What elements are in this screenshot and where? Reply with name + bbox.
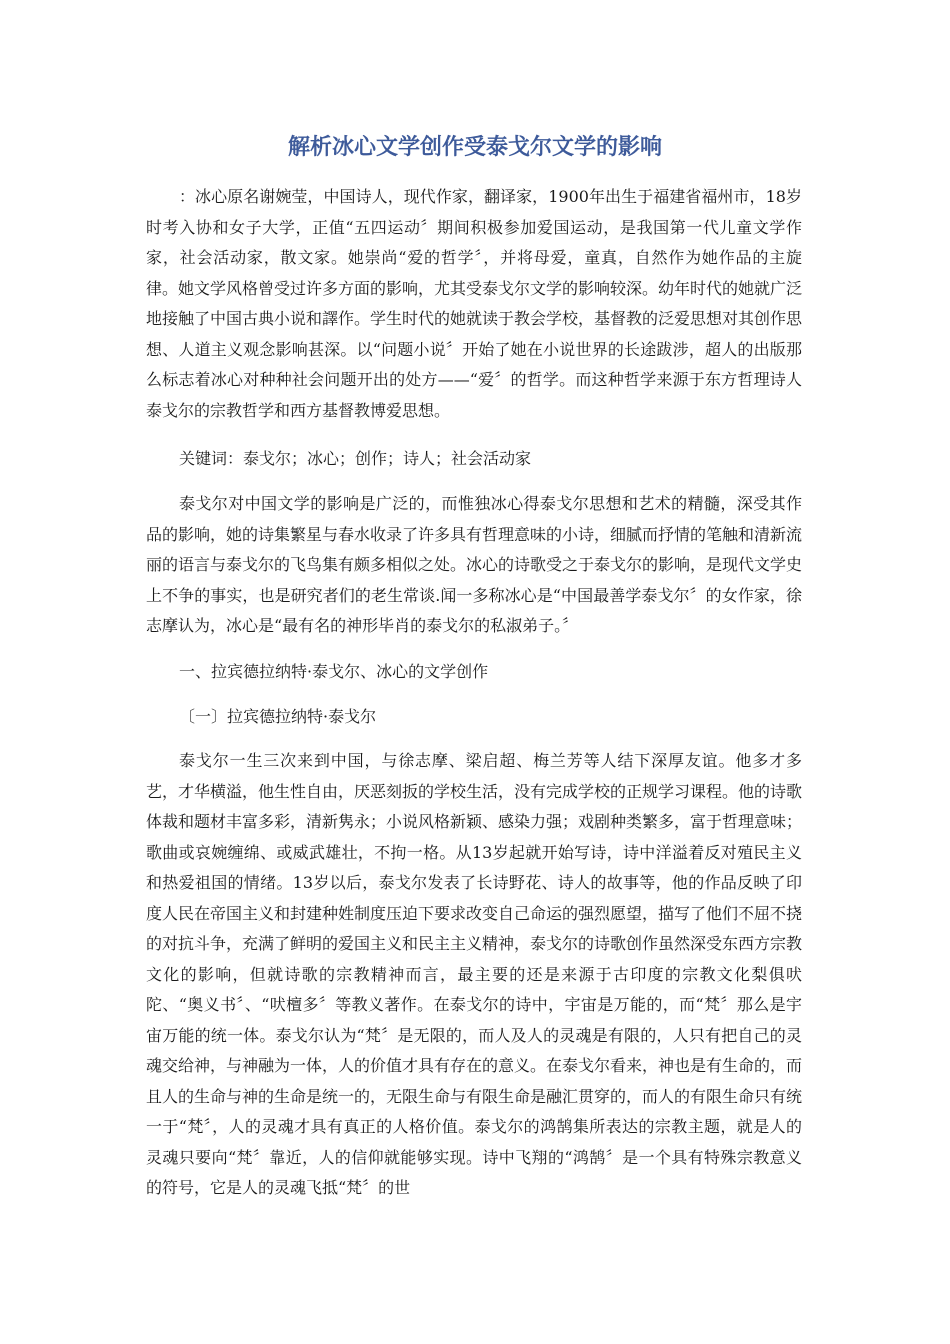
article-title: 解析冰心文学创作受泰戈尔文学的影响 (287, 135, 662, 160)
intro-block (146, 489, 802, 642)
subsection-heading: 〔一〕拉宾德拉纳特·泰戈尔 (179, 707, 377, 726)
abstract-block (146, 182, 802, 426)
body-block (146, 746, 802, 1204)
section-heading: 一、拉宾德拉纳特·泰戈尔、冰心的文学创作 (179, 662, 489, 681)
keywords-block (146, 444, 802, 475)
intro-paragraph: 泰戈尔对中国文学的影响是广泛的，而惟独冰心得泰戈尔思想和艺术的精髓，深受其作品的影响，她的诗集繁星与春水收录了许多具有哲理意味的小诗，细腻而抒情的笔触和清新流丽的语言与泰戈尔的飞鸟集有颇多相似之处。冰心的诗歌受之于泰戈尔的影响，是现代文学史上不争的事实，也是研究者们的老生常谈.闻一多称冰心是“中国最善学泰戈尔〞的女作家，徐志摩认为，冰心是“最有名的神形毕肖的泰戈尔的私淑弟子。〞 (146, 494, 803, 635)
subsection-heading-block (146, 702, 802, 733)
section-heading-block (146, 657, 802, 688)
body-paragraph: 泰戈尔一生三次来到中国，与徐志摩、梁启超、梅兰芳等人结下深厚友谊。他多才多艺，才华横溢，他生性自由，厌恶刻扳的学校生活，没有完成学校的正规学习课程。他的诗歌体裁和题材丰富多彩，清新隽永；小说风格新颖、感染力强；戏剧种类繁多，富于哲理意味；歌曲或哀婉缠绵、或威武雄壮，不拘一格。从13岁起就开始写诗，诗中洋溢着反对殖民主义和热爱祖国的情绪。13岁以后，泰戈尔发表了长诗野花、诗人的故事等，他的作品反映了印度人民在帝国主义和封建种姓制度压迫下要求改变自己命运的强烈愿望，描写了他们不屈不挠的对抗斗争，充满了鲜明的爱国主义和民主主义精神，泰戈尔的诗歌创作虽然深受东西方宗教文化的影响，但就诗歌的宗教精神而言，最主要的还是来源于古印度的宗教文化梨俱吠陀、“奥义书〞、“吠檀多〞等教义著作。在泰戈尔的诗中，宇宙是万能的，而“梵〞那么是宇宙万能的统一体。泰戈尔认为“梵〞是无限的，而人及人的灵魂是有限的，人只有把自己的灵魂交给神，与神融为一体，人的价值才具有存在的意义。在泰戈尔看来，神也是有生命的，而且人的生命与神的生命是统一的，无限生命与有限生命是融汇贯穿的，而人的有限生命只有统一于“梵〞，人的灵魂才具有真正的人格价值。泰戈尔的鸿鹄集所表达的宗教主题，就是人的灵魂只要向“梵〞靠近，人的信仰就能够实现。诗中飞翔的“鸿鹄〞是一个具有特殊宗教意义的符号，它是人的灵魂飞抵“梵〞的世 (146, 751, 803, 1197)
keywords-line: 关键词：泰戈尔；冰心；创作；诗人；社会活动家 (179, 449, 532, 468)
abstract-paragraph: ：冰心原名谢婉莹，中国诗人，现代作家，翻译家，1900年出生于福建省福州市，18岁时考入协和女子大学，正值“五四运动〞期间积极参加爱国运动，是我国第一代儿童文学作家，社会活动家，散文家。她崇尚“爱的哲学〞，并将母爱，童真，自然作为她作品的主旋律。她文学风格曾受过许多方面的影响，尤其受泰戈尔文学的影响较深。幼年时代的她就广泛地接触了中国古典小说和譯作。学生时代的她就读于教会学校，基督教的泛爱思想对其创作思想、人道主义观念影响甚深。以“问题小说〞开始了她在小说世界的长途跋涉，超人的出版那么标志着冰心对种种社会问题开出的处方——“爱〞的哲学。而这种哲学来源于东方哲理诗人泰戈尔的宗教哲学和西方基督教博爱思想。 (146, 187, 803, 420)
